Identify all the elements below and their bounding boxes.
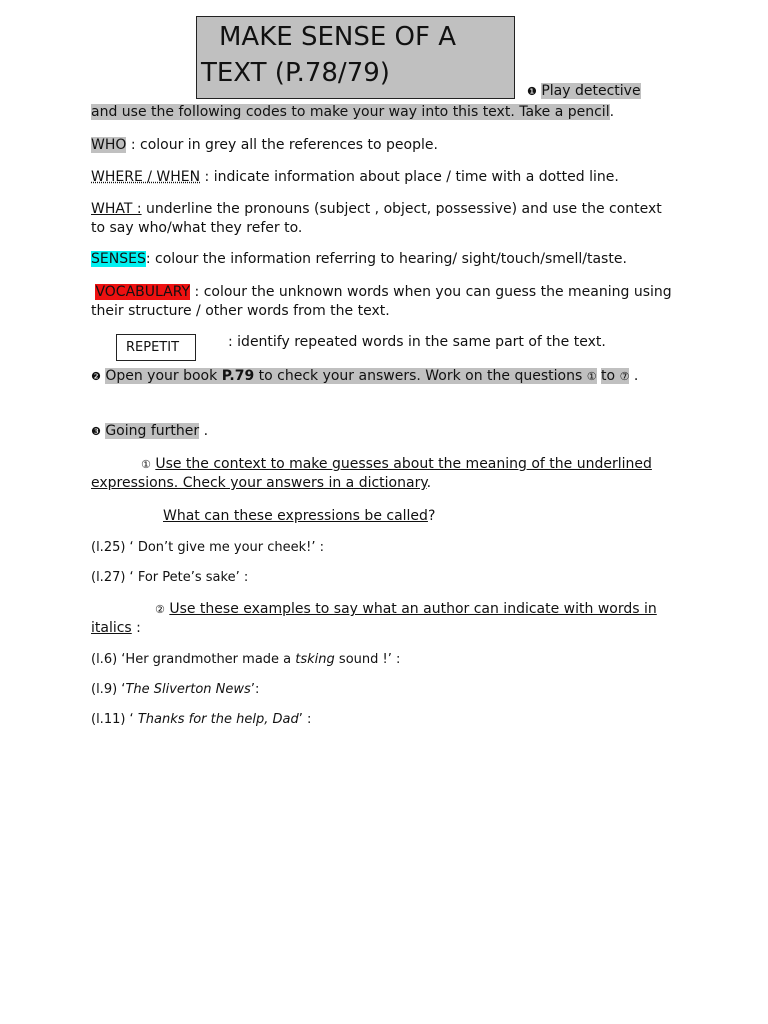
step1-text: and use the following codes to make your way into this text. Take a pencil [91, 104, 610, 120]
code-what-text: underline the pronouns (subject , object, possessive) and use the context to say who/what they refer to. [91, 201, 662, 236]
title-line-2: TEXT (P.78/79) [201, 58, 390, 88]
part2-text: Use these examples to say what an author can indicate with words in italics [91, 601, 657, 636]
step3-label: Going further [105, 423, 200, 439]
code-where-when [91, 168, 677, 187]
part1-instruction: ① Use the context to make guesses about the meaning of the underlined expressions. Check your answers in a dictionary. [91, 456, 652, 491]
code-senses-text: : colour the information referring to hearing/ sight/touch/smell/taste. [145, 251, 627, 267]
part2-item-3: (l.11) ‘ Thanks for the help, Dad’ : [91, 712, 312, 727]
step3-number: ❸ [91, 425, 101, 438]
step1-heading [527, 82, 641, 101]
code-repetit-text: : identify repeated words in the same part of the text. [228, 334, 606, 350]
part1-text: Use the context to make guesses about the meaning of the underlined expressions. Check your answers in a dictionary [91, 456, 652, 491]
part2-item-1: (l.6) ‘Her grandmother made a tsking sound !’ : [91, 652, 401, 667]
code-where-label: WHERE / WHEN [91, 169, 201, 185]
page-title [196, 16, 515, 99]
step2-number: ❷ [91, 370, 101, 383]
step1-lead: Play detective [541, 83, 641, 99]
step2-page: P.79 [221, 368, 255, 384]
part2-number: ② [155, 603, 165, 616]
title-line-1: MAKE SENSE OF A [219, 22, 457, 52]
part2-instruction: ② Use these examples to say what an author can indicate with words in italics : [91, 601, 657, 636]
part1-item-1: (l.25) ‘ Don’t give me your cheek!’ : [91, 540, 325, 555]
code-who-label: WHO [91, 137, 127, 153]
code-who [91, 136, 677, 155]
part1-question: What can these expressions be called? [163, 508, 436, 524]
repetit-box: REPETIT [116, 334, 196, 361]
code-what-label: WHAT : [91, 201, 142, 217]
code-senses-label: SENSES [91, 251, 146, 267]
step1-instruction: and use the following codes to make your way into this text. Take a pencil. [91, 104, 615, 120]
step2-instruction: ❷ Open your book P.79 to check your answers. Work on the questions ① to ⑦ . [91, 368, 639, 384]
code-vocabulary-label: VOCABULARY [95, 284, 191, 300]
code-senses [91, 250, 677, 269]
part1-item-2: (l.27) ‘ For Pete’s sake’ : [91, 570, 249, 585]
step1-number: ❶ [527, 85, 537, 98]
code-who-text: : colour in grey all the references to people. [126, 137, 438, 153]
part1-number: ① [141, 458, 151, 471]
code-where-text: : indicate information about place / time with a dotted line. [200, 169, 619, 185]
code-vocabulary-text: : colour the unknown words when you can guess the meaning using their structure / other words from the text. [91, 284, 672, 319]
step3-heading: ❸ Going further . [91, 423, 209, 439]
code-what [91, 200, 677, 238]
code-vocabulary [91, 283, 677, 321]
part2-item-2: (l.9) ‘The Sliverton News’: [91, 682, 260, 697]
